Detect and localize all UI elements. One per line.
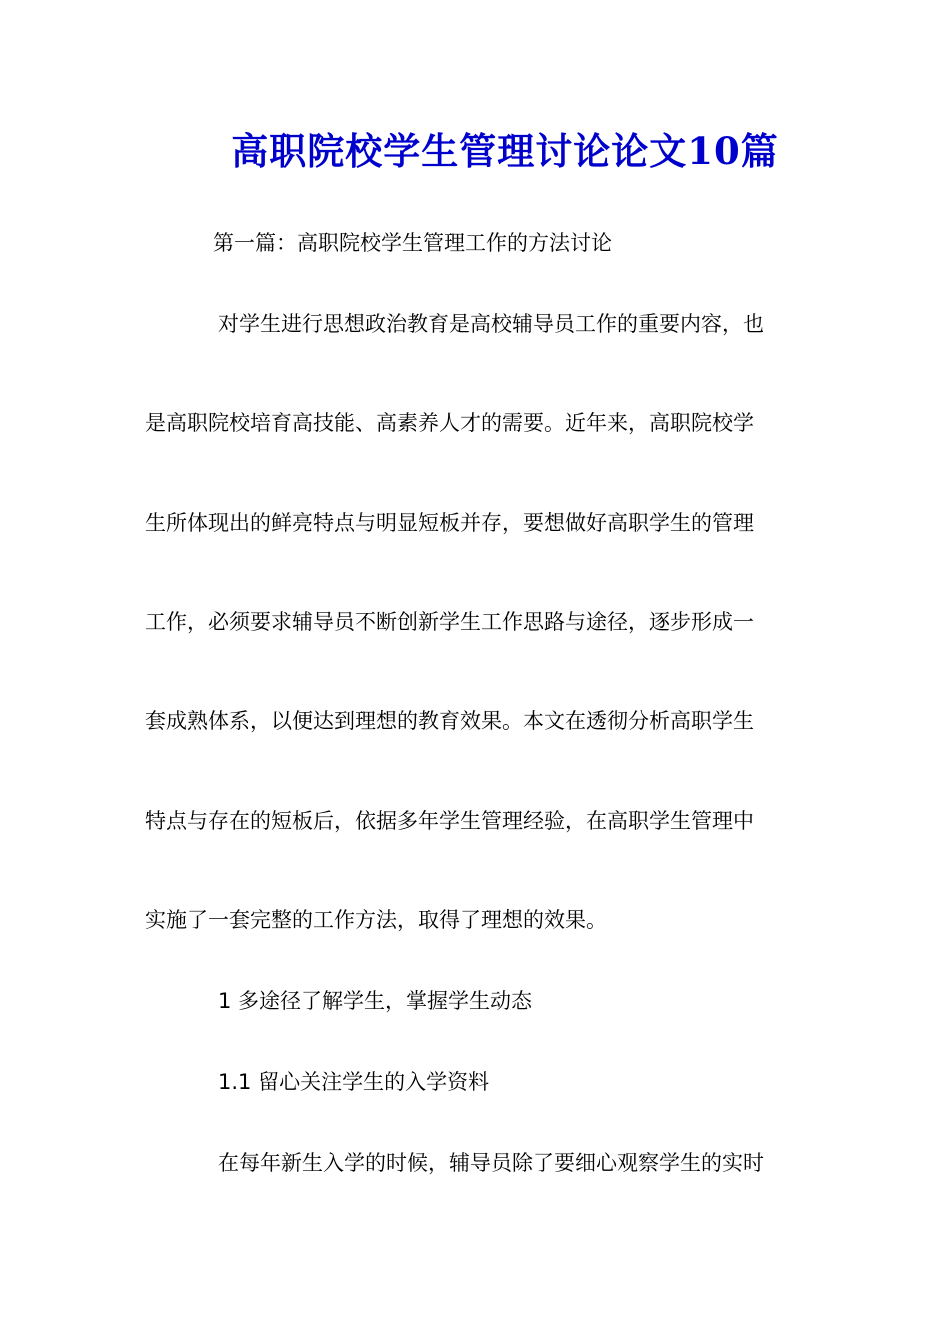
heading-level-2: 1.1 留心关注学生的入学资料 [218,1070,490,1094]
paragraph-line: 特点与存在的短板后，依据多年学生管理经验，在高职学生管理中 [145,809,754,833]
paragraph-line: 套成熟体系，以便达到理想的教育效果。本文在透彻分析高职学生 [145,709,754,733]
section-heading: 第一篇：高职院校学生管理工作的方法讨论 [213,231,612,255]
paragraph-line: 工作，必须要求辅导员不断创新学生工作思路与途径，逐步形成一 [145,610,754,634]
paragraph-line: 生所体现出的鲜亮特点与明显短板并存，要想做好高职学生的管理 [145,511,754,535]
paragraph-line: 对学生进行思想政治教育是高校辅导员工作的重要内容，也 [218,312,764,336]
paragraph-line: 是高职院校培育高技能、高素养人才的需要。近年来，高职院校学 [145,411,754,435]
heading-level-1: 1 多途径了解学生，掌握学生动态 [218,989,533,1013]
paragraph-line: 实施了一套完整的工作方法，取得了理想的效果。 [145,908,607,932]
paragraph-line: 在每年新生入学的时候，辅导员除了要细心观察学生的实时 [218,1151,764,1175]
document-title: 高职院校学生管理讨论论文10篇 [231,129,779,173]
